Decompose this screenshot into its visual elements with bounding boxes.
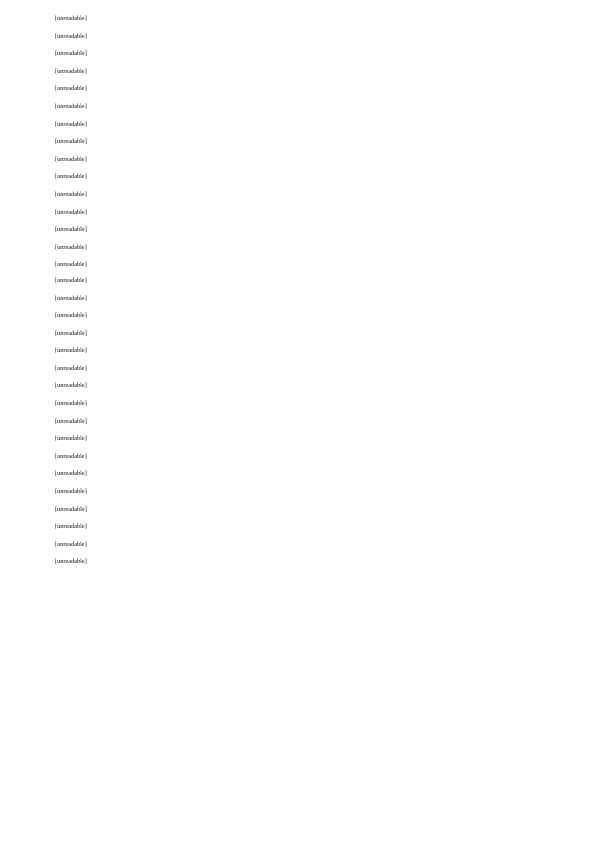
paragraph: [unreadable]	[55, 523, 87, 531]
list-item: [unreadable]	[55, 312, 87, 320]
list-item: [unreadable]	[55, 294, 87, 302]
document-body	[55, 14, 549, 575]
paragraph: [unreadable]	[55, 85, 87, 93]
paragraph: [unreadable]	[55, 261, 87, 269]
paragraph: [unreadable]	[55, 102, 87, 110]
list-item: [unreadable]	[55, 329, 87, 337]
paragraph: [unreadable]	[55, 190, 87, 198]
paragraph: [unreadable]	[55, 15, 87, 22]
paragraph: [unreadable]	[55, 120, 87, 128]
paragraph: [unreadable]	[55, 173, 87, 181]
paragraph: [unreadable]	[55, 540, 87, 548]
list-item: [unreadable]	[55, 382, 87, 390]
paragraph: [unreadable]	[55, 32, 87, 40]
list-item: [unreadable]	[55, 452, 87, 460]
paragraph: [unreadable]	[55, 67, 87, 75]
list-item: [unreadable]	[55, 488, 87, 496]
paragraph: [unreadable]	[55, 364, 87, 372]
list-item: [unreadable]	[55, 347, 87, 355]
paragraph: [unreadable]	[55, 505, 87, 513]
paragraph: [unreadable]	[55, 208, 87, 216]
list-item: [unreadable]	[55, 417, 87, 425]
paragraph: [unreadable]	[55, 558, 87, 566]
paragraph: [unreadable]	[55, 226, 87, 234]
list-item: [unreadable]	[55, 276, 87, 284]
list-item: [unreadable]	[55, 400, 87, 408]
paragraph: [unreadable]	[55, 138, 87, 146]
list-item: [unreadable]	[55, 470, 87, 478]
paragraph: [unreadable]	[55, 243, 87, 251]
paragraph: [unreadable]	[55, 155, 87, 163]
list-item: [unreadable]	[55, 435, 87, 443]
paragraph: [unreadable]	[55, 50, 87, 58]
